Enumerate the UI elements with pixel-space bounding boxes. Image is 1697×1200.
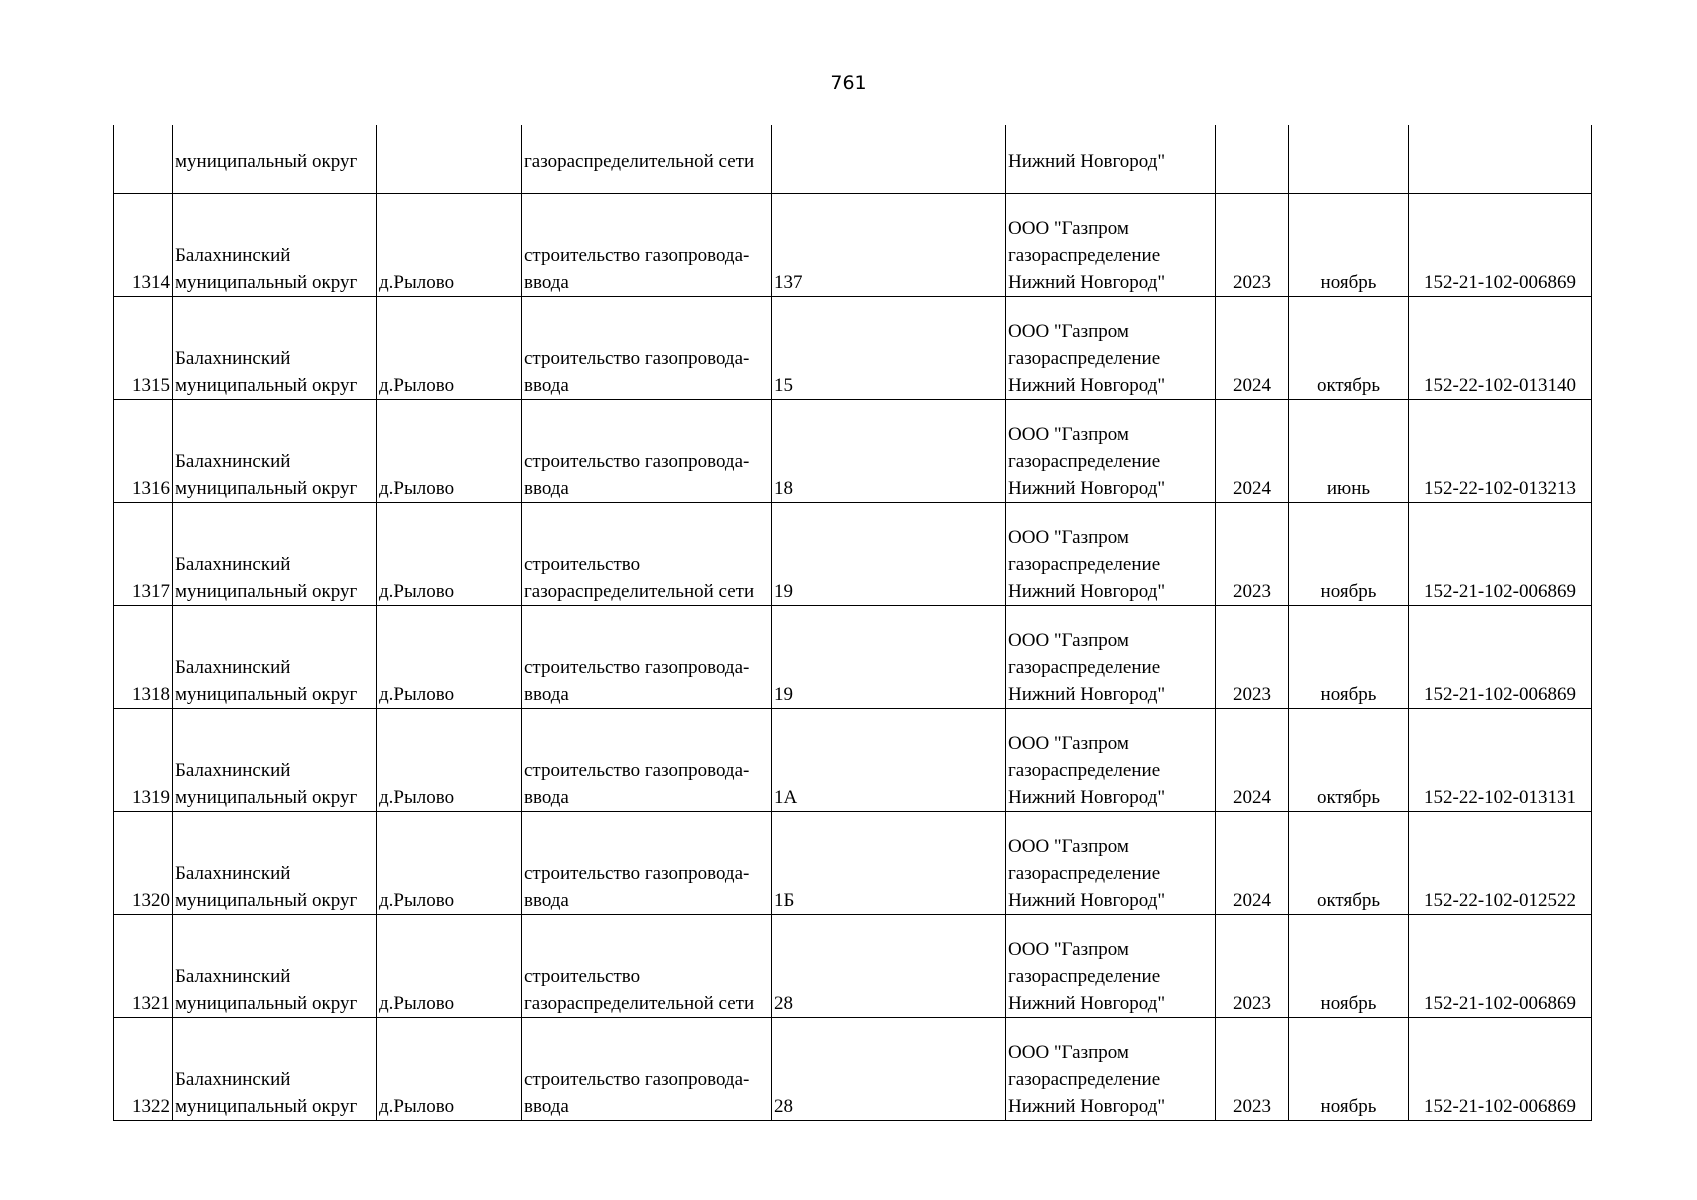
cell-organization xyxy=(1006,606,1216,709)
cell-organization xyxy=(1006,1018,1216,1121)
cell-organization xyxy=(1006,812,1216,915)
cell-num: 1319 xyxy=(114,709,173,812)
work-line-1: строительство газопровода- xyxy=(524,245,750,266)
cell-district xyxy=(173,1018,377,1121)
org-line-1: ООО "Газпром xyxy=(1008,1042,1129,1063)
district-line-1: Балахнинский xyxy=(175,760,291,781)
cell-organization xyxy=(1006,503,1216,606)
org-line-1: ООО "Газпром xyxy=(1008,321,1129,342)
district-line-1: Балахнинский xyxy=(175,451,291,472)
district-line-1: Балахнинский xyxy=(175,657,291,678)
district-line-1: Балахнинский xyxy=(175,966,291,987)
district-line-2: муниципальный округ xyxy=(175,272,358,293)
cell-num: 1322 xyxy=(114,1018,173,1121)
cell-house xyxy=(772,125,1006,194)
cell-code: 152-22-102-013131 xyxy=(1409,709,1592,812)
org-line-2: газораспределение xyxy=(1008,760,1161,781)
org-line-3: Нижний Новгород" xyxy=(1008,787,1166,808)
org-line-3: Нижний Новгород" xyxy=(1008,272,1166,293)
cell-house: 28 xyxy=(772,1018,1006,1121)
cell-code: 152-22-102-012522 xyxy=(1409,812,1592,915)
work-line-2: газораспределительной сети xyxy=(524,993,755,1014)
cell-district xyxy=(173,400,377,503)
org-line-2: газораспределение xyxy=(1008,863,1161,884)
cell-settlement: д.Рылово xyxy=(377,915,522,1018)
district-line-2: муниципальный округ xyxy=(175,684,358,705)
district-line-1: Балахнинский xyxy=(175,863,291,884)
table-row xyxy=(114,503,1592,606)
table-body xyxy=(114,125,1592,1121)
work-line-1: строительство газопровода- xyxy=(524,348,750,369)
table-row xyxy=(114,812,1592,915)
cell-year: 2024 xyxy=(1216,400,1289,503)
org-line-3: Нижний Новгород" xyxy=(1008,993,1166,1014)
district-line-2: муниципальный округ xyxy=(175,478,358,499)
work-line-1: строительство газопровода- xyxy=(524,863,750,884)
cell-year: 2023 xyxy=(1216,503,1289,606)
work-line-1: строительство xyxy=(524,966,641,987)
cell-code: 152-22-102-013213 xyxy=(1409,400,1592,503)
org-line-1: ООО "Газпром xyxy=(1008,424,1129,445)
district-line-2: муниципальный округ xyxy=(175,581,358,602)
district-line-1: Балахнинский xyxy=(175,554,291,575)
cell-year: 2024 xyxy=(1216,812,1289,915)
cell-house: 15 xyxy=(772,297,1006,400)
org-line-2: газораспределение xyxy=(1008,966,1161,987)
org-line-2: газораспределение xyxy=(1008,245,1161,266)
cell-year: 2023 xyxy=(1216,1018,1289,1121)
org-line-3: Нижний Новгород" xyxy=(1008,1096,1166,1117)
cell-num: 1321 xyxy=(114,915,173,1018)
org-line-2: газораспределение xyxy=(1008,348,1161,369)
cell-num: 1316 xyxy=(114,400,173,503)
work-line-2: ввода xyxy=(524,1096,569,1117)
cell-settlement xyxy=(377,125,522,194)
cell-work xyxy=(522,812,772,915)
district-line-1: Балахнинский xyxy=(175,348,291,369)
district-line-2: муниципальный округ xyxy=(175,1096,358,1117)
cell-month: ноябрь xyxy=(1289,915,1409,1018)
cell-num xyxy=(114,125,173,194)
table-row xyxy=(114,606,1592,709)
org-line-1: ООО "Газпром xyxy=(1008,527,1129,548)
cell-code: 152-21-102-006869 xyxy=(1409,503,1592,606)
work-line-1: строительство газопровода- xyxy=(524,451,750,472)
cell-year xyxy=(1216,125,1289,194)
cell-work: газораспределительной сети xyxy=(522,125,772,194)
cell-year: 2023 xyxy=(1216,915,1289,1018)
cell-house: 28 xyxy=(772,915,1006,1018)
work-line-2: ввода xyxy=(524,478,569,499)
cell-settlement: д.Рылово xyxy=(377,812,522,915)
cell-num: 1317 xyxy=(114,503,173,606)
cell-work xyxy=(522,709,772,812)
cell-month: ноябрь xyxy=(1289,606,1409,709)
district-line-1: Балахнинский xyxy=(175,245,291,266)
district-line-2: муниципальный округ xyxy=(175,890,358,911)
cell-work xyxy=(522,606,772,709)
table-row xyxy=(114,915,1592,1018)
cell-code: 152-21-102-006869 xyxy=(1409,915,1592,1018)
org-line-1: ООО "Газпром xyxy=(1008,733,1129,754)
district-line-2: муниципальный округ xyxy=(175,993,358,1014)
cell-month: октябрь xyxy=(1289,297,1409,400)
cell-organization xyxy=(1006,915,1216,1018)
table-row xyxy=(114,709,1592,812)
cell-district xyxy=(173,709,377,812)
page-number: 761 xyxy=(830,72,867,94)
org-line-3: Нижний Новгород" xyxy=(1008,890,1166,911)
cell-work xyxy=(522,194,772,297)
cell-num: 1320 xyxy=(114,812,173,915)
district-line-1: Балахнинский xyxy=(175,1069,291,1090)
cell-year: 2023 xyxy=(1216,606,1289,709)
org-line-1: ООО "Газпром xyxy=(1008,630,1129,651)
cell-month: ноябрь xyxy=(1289,194,1409,297)
cell-work xyxy=(522,915,772,1018)
org-line-3: Нижний Новгород" xyxy=(1008,684,1166,705)
cell-code: 152-21-102-006869 xyxy=(1409,606,1592,709)
work-line-1: строительство xyxy=(524,554,641,575)
district-line-2: муниципальный округ xyxy=(175,375,358,396)
cell-num: 1318 xyxy=(114,606,173,709)
org-line-2: газораспределение xyxy=(1008,554,1161,575)
org-line-3: Нижний Новгород" xyxy=(1008,478,1166,499)
cell-code xyxy=(1409,125,1592,194)
cell-organization xyxy=(1006,194,1216,297)
cell-organization: Нижний Новгород" xyxy=(1006,125,1216,194)
cell-house: 18 xyxy=(772,400,1006,503)
cell-settlement: д.Рылово xyxy=(377,297,522,400)
cell-settlement: д.Рылово xyxy=(377,709,522,812)
work-line-1: строительство газопровода- xyxy=(524,1069,750,1090)
cell-house: 19 xyxy=(772,606,1006,709)
cell-year: 2024 xyxy=(1216,297,1289,400)
cell-code: 152-21-102-006869 xyxy=(1409,194,1592,297)
cell-organization xyxy=(1006,400,1216,503)
table-row xyxy=(114,194,1592,297)
table-row xyxy=(114,297,1592,400)
district-line-2: муниципальный округ xyxy=(175,787,358,808)
org-line-1: ООО "Газпром xyxy=(1008,218,1129,239)
org-line-3: Нижний Новгород" xyxy=(1008,375,1166,396)
cell-month: октябрь xyxy=(1289,812,1409,915)
org-line-3: Нижний Новгород" xyxy=(1008,581,1166,602)
cell-house: 137 xyxy=(772,194,1006,297)
work-line-1: строительство газопровода- xyxy=(524,760,750,781)
cell-house: 19 xyxy=(772,503,1006,606)
cell-work xyxy=(522,297,772,400)
cell-code: 152-22-102-013140 xyxy=(1409,297,1592,400)
cell-settlement: д.Рылово xyxy=(377,606,522,709)
work-line-2: ввода xyxy=(524,375,569,396)
cell-year: 2023 xyxy=(1216,194,1289,297)
cell-num: 1315 xyxy=(114,297,173,400)
cell-settlement: д.Рылово xyxy=(377,194,522,297)
cell-district xyxy=(173,297,377,400)
work-line-2: ввода xyxy=(524,787,569,808)
org-line-2: газораспределение xyxy=(1008,657,1161,678)
org-line-2: газораспределение xyxy=(1008,451,1161,472)
cell-house: 1А xyxy=(772,709,1006,812)
org-line-1: ООО "Газпром xyxy=(1008,836,1129,857)
table-row xyxy=(114,400,1592,503)
org-line-1: ООО "Газпром xyxy=(1008,939,1129,960)
cell-district xyxy=(173,812,377,915)
work-line-2: ввода xyxy=(524,272,569,293)
cell-month: октябрь xyxy=(1289,709,1409,812)
cell-district xyxy=(173,915,377,1018)
cell-organization xyxy=(1006,709,1216,812)
work-line-2: ввода xyxy=(524,684,569,705)
cell-work xyxy=(522,503,772,606)
cell-work xyxy=(522,400,772,503)
cell-district xyxy=(173,503,377,606)
cell-settlement: д.Рылово xyxy=(377,1018,522,1121)
cell-month: ноябрь xyxy=(1289,1018,1409,1121)
cell-month xyxy=(1289,125,1409,194)
cell-year: 2024 xyxy=(1216,709,1289,812)
table-row xyxy=(114,1018,1592,1121)
cell-settlement: д.Рылово xyxy=(377,503,522,606)
cell-district xyxy=(173,606,377,709)
org-line-2: газораспределение xyxy=(1008,1069,1161,1090)
cell-district xyxy=(173,194,377,297)
cell-code: 152-21-102-006869 xyxy=(1409,1018,1592,1121)
cell-house: 1Б xyxy=(772,812,1006,915)
work-line-1: строительство газопровода- xyxy=(524,657,750,678)
table-row-continued xyxy=(114,125,1592,194)
cell-organization xyxy=(1006,297,1216,400)
gasification-table xyxy=(113,125,1592,1121)
cell-district: муниципальный округ xyxy=(173,125,377,194)
work-line-2: газораспределительной сети xyxy=(524,581,755,602)
cell-num: 1314 xyxy=(114,194,173,297)
cell-work xyxy=(522,1018,772,1121)
cell-settlement: д.Рылово xyxy=(377,400,522,503)
cell-month: июнь xyxy=(1289,400,1409,503)
cell-month: ноябрь xyxy=(1289,503,1409,606)
work-line-2: ввода xyxy=(524,890,569,911)
